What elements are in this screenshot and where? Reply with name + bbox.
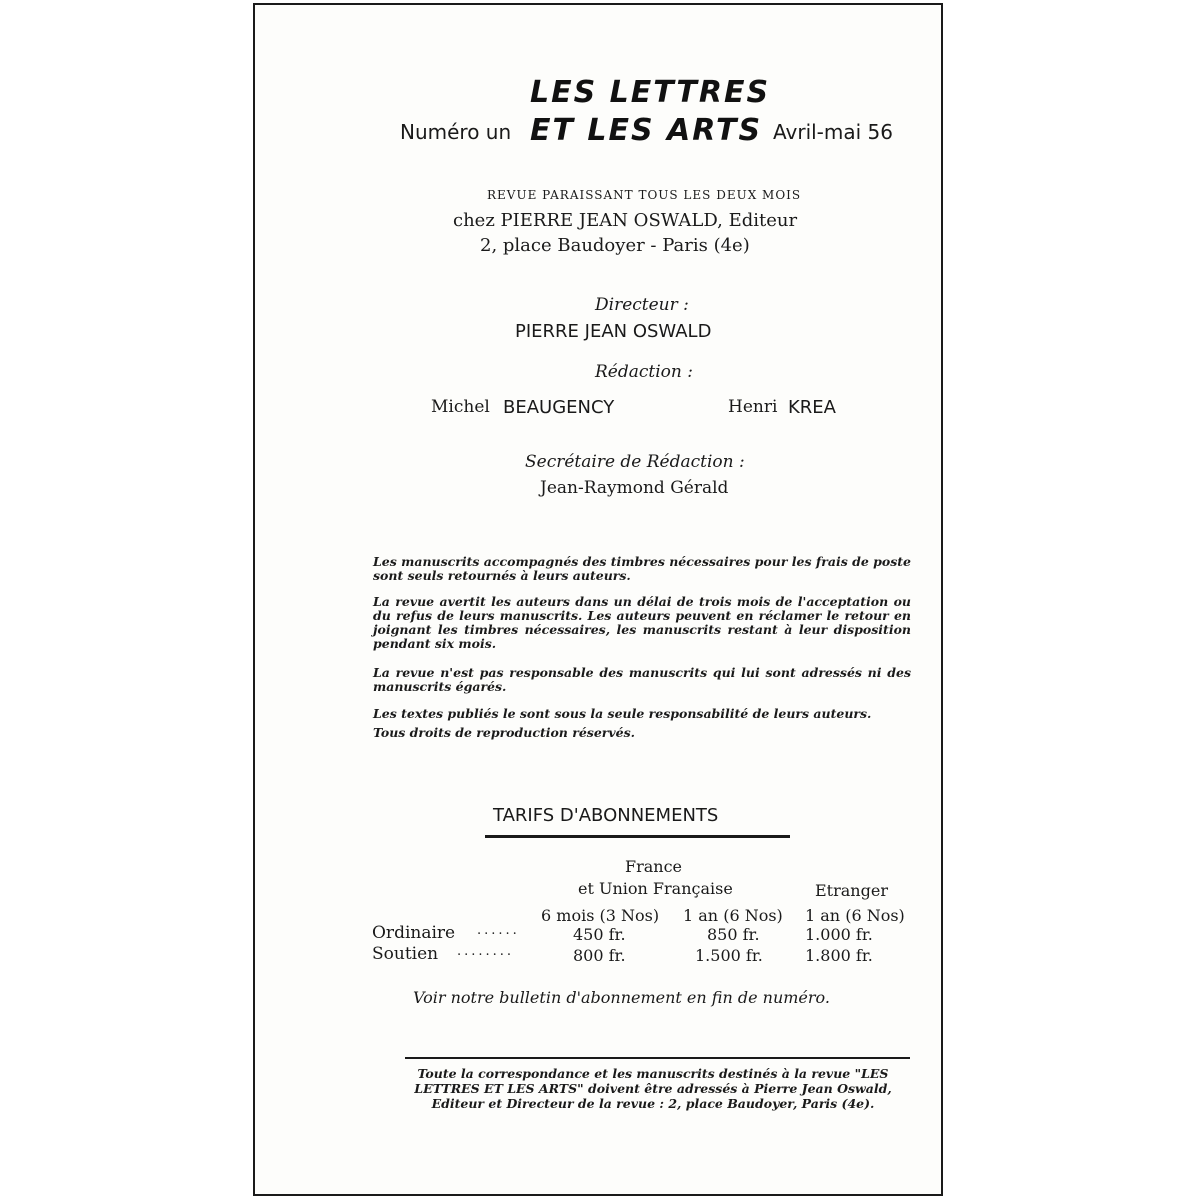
- tarifs-title: TARIFS D'ABONNEMENTS: [493, 805, 719, 826]
- masthead-line1: LES LETTRES: [530, 75, 771, 110]
- secretary-label: Secrétaire de Rédaction :: [525, 452, 745, 472]
- price-cell: 1.000 fr.: [805, 925, 873, 944]
- group-header-france: France: [625, 857, 683, 876]
- column-header: 6 mois (3 Nos): [541, 906, 660, 925]
- column-header: 1 an (6 Nos): [805, 906, 905, 925]
- publisher-address: 2, place Baudoyer - Paris (4e): [480, 235, 750, 256]
- document-page: [253, 3, 943, 1196]
- price-cell: 1.800 fr.: [805, 946, 873, 965]
- issue-label: Numéro un: [400, 120, 512, 144]
- director-name: PIERRE JEAN OSWALD: [515, 321, 712, 342]
- group-header-france-union: et Union Française: [578, 879, 733, 898]
- issue-date: Avril-mai 56: [773, 120, 893, 144]
- redaction-first-name-2: Henri: [728, 397, 778, 417]
- column-header: 1 an (6 Nos): [683, 906, 783, 925]
- masthead-line2: ET LES ARTS: [530, 113, 763, 148]
- row-label: Ordinaire: [372, 923, 456, 943]
- notice-paragraph: Tous droits de reproduction réservés.: [373, 725, 635, 740]
- price-cell: 1.500 fr.: [695, 946, 763, 965]
- redaction-first-name-1: Michel: [431, 397, 490, 417]
- publication-frequency: REVUE PARAISSANT TOUS LES DEUX MOIS: [487, 188, 802, 202]
- secretary-name: Jean-Raymond Gérald: [540, 478, 729, 498]
- notice-paragraph: La revue n'est pas responsable des manuscrits qui lui sont adressés ni des manuscrits égarés.: [373, 665, 911, 694]
- price-cell: 800 fr.: [573, 946, 626, 965]
- row-leader-dots: ......: [477, 923, 520, 938]
- publisher-line: chez PIERRE JEAN OSWALD, Editeur: [453, 210, 798, 231]
- notice-paragraph: Les manuscrits accompagnés des timbres nécessaires pour les frais de poste sont seuls retournés à leurs auteurs.: [373, 554, 911, 583]
- subscription-note: Voir notre bulletin d'abonnement en fin de numéro.: [413, 988, 830, 1007]
- price-cell: 850 fr.: [707, 925, 760, 944]
- director-label: Directeur :: [595, 295, 689, 315]
- footer-correspondence: Toute la correspondance et les manuscrits destinés à la revue "LES LETTRES ET LES ARTS" doivent être adressés à Pierre Jean Oswald, Editeur et Directeur de la revue : 2, place Baudoyer, Paris (4e).: [414, 1066, 892, 1111]
- row-leader-dots: ........: [457, 944, 515, 959]
- group-header-etranger: Etranger: [815, 881, 888, 900]
- notice-paragraph: Les textes publiés le sont sous la seule responsabilité de leurs auteurs.: [373, 706, 872, 721]
- redaction-last-name-2: KREA: [788, 397, 836, 418]
- redaction-last-name-1: BEAUGENCY: [503, 397, 615, 418]
- notice-paragraph: La revue avertit les auteurs dans un délai de trois mois de l'acceptation ou du refus de leurs manuscrits. Les auteurs peuvent en réclamer le retour en joignant les timbres nécessaires, les manuscrits restant à leur disposition pendant six mois.: [373, 594, 911, 651]
- price-cell: 450 fr.: [573, 925, 626, 944]
- tarifs-title-underline: [485, 835, 790, 838]
- footer-rule: [405, 1057, 910, 1059]
- redaction-label: Rédaction :: [595, 362, 693, 382]
- row-label: Soutien: [372, 944, 439, 964]
